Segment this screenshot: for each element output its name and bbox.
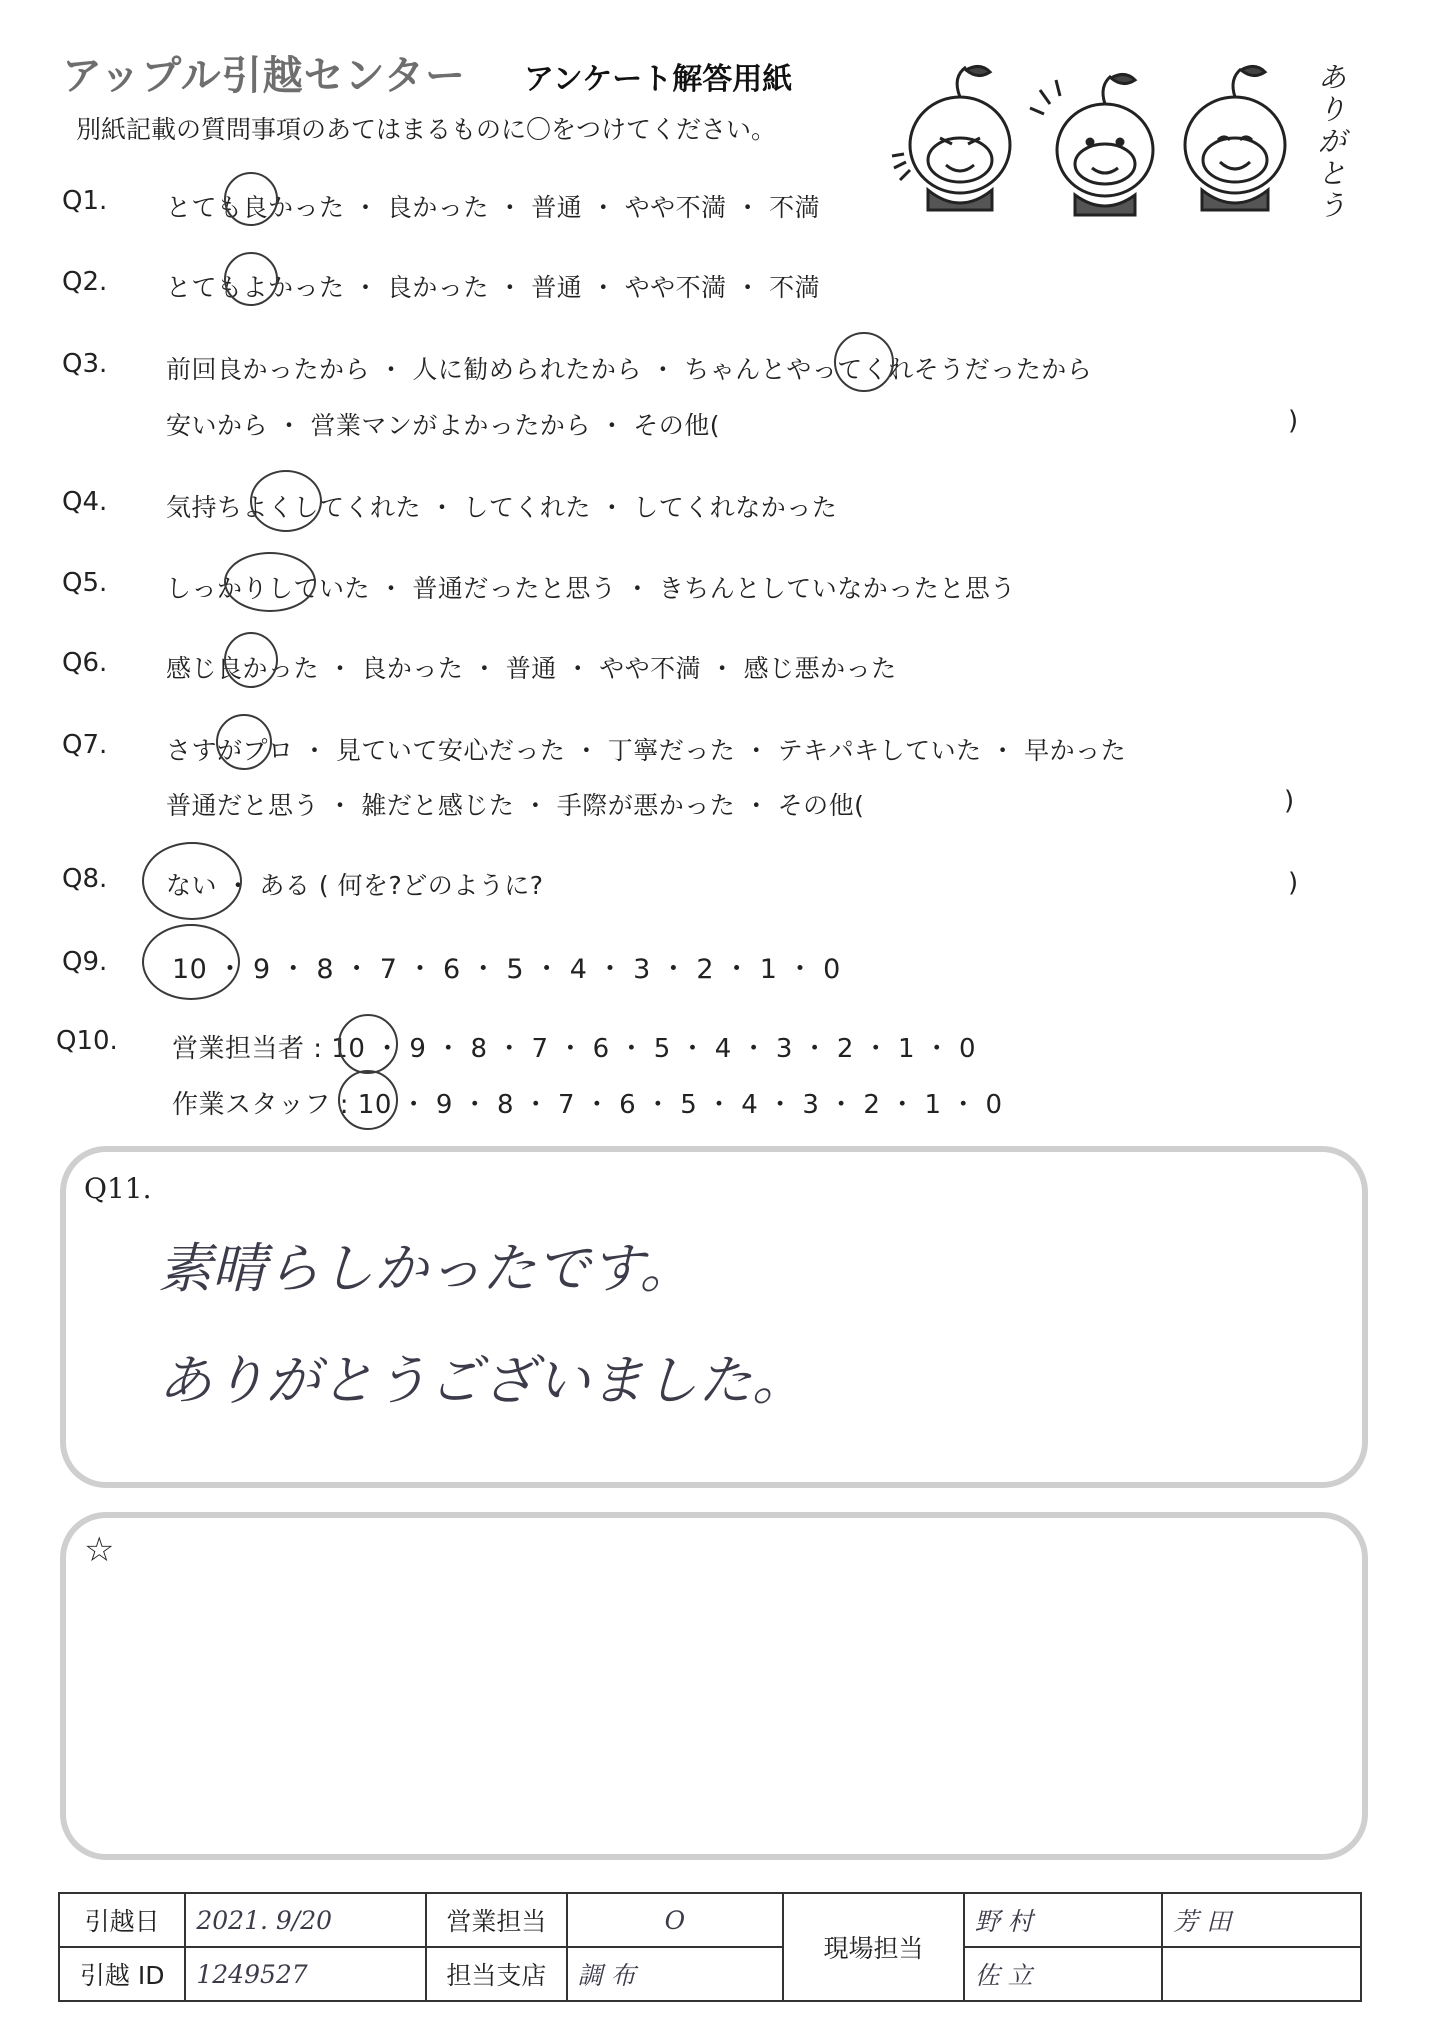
brand-title: アップル引越センター [62, 53, 466, 99]
branch-label: 担当支店 [426, 1947, 566, 2001]
q10-sales-options: 営業担当者 : 10 ・ 9 ・ 8 ・ 7 ・ 6 ・ 5 ・ 4 ・ 3 ・ 2 ・ 1 ・ 0 [172, 1034, 977, 1064]
q11-handwritten-line2: ありがとうございました。 [158, 1349, 806, 1412]
q6-answer-circle [224, 632, 278, 688]
q8-answer-circle [142, 842, 242, 920]
form-subtitle: アンケート解答用紙 [524, 62, 793, 97]
branch-value: 調 布 [567, 1947, 784, 2001]
q4-label: Q4. [62, 487, 108, 517]
q7-options-line2: 普通だと思う ・ 雑だと感じた ・ 手際が悪かった ・ その他( [166, 791, 865, 820]
q3-answer-circle [834, 332, 894, 392]
site-label: 現場担当 [783, 1893, 964, 2001]
q10-staff-options: 作業スタッフ : 10 ・ 9 ・ 8 ・ 7 ・ 6 ・ 5 ・ 4 ・ 3 ・ 2 ・ 1 ・ 0 [172, 1090, 1003, 1120]
q7-answer-circle [216, 714, 272, 770]
q1-answer-circle [224, 172, 278, 226]
q1-options: とても良かった ・ 良かった ・ 普通 ・ やや不満 ・ 不満 [166, 193, 821, 222]
q9-answer-circle [142, 924, 240, 1000]
q10-sales-answer-circle [338, 1014, 398, 1074]
move-date-label: 引越日 [59, 1893, 185, 1947]
q4-options: 気持ちよくしてくれた ・ してくれた ・ してくれなかった [166, 493, 838, 522]
q2-answer-circle [224, 252, 278, 306]
site-staff-2: 芳 田 [1162, 1893, 1361, 1947]
star-comment-box [60, 1512, 1368, 1860]
q6-options: 感じ良かった ・ 良かった ・ 普通 ・ やや不満 ・ 感じ悪かった [166, 654, 897, 683]
q6-label: Q6. [62, 648, 108, 678]
mascot-illustration [880, 50, 1350, 230]
q7-options-line1: さすがプロ ・ 見ていて安心だった ・ 丁寧だった ・ テキパキしていた ・ 早かった [166, 736, 1127, 765]
q1-label: Q1. [62, 186, 108, 216]
q10-staff-answer-circle [338, 1070, 398, 1130]
q11-label: Q11. [84, 1172, 152, 1205]
q7-close-paren: ) [1284, 786, 1295, 816]
sales-label: 営業担当 [426, 1893, 566, 1947]
q8-label: Q8. [62, 864, 108, 894]
q2-options: とてもよかった ・ 良かった ・ 普通 ・ やや不満 ・ 不満 [166, 273, 821, 302]
move-id-value: 1249527 [185, 1947, 426, 2001]
q11-handwritten-line1: 素晴らしかったです。 [158, 1237, 694, 1300]
q9-options: 10 ・ 9 ・ 8 ・ 7 ・ 6 ・ 5 ・ 4 ・ 3 ・ 2 ・ 1 ・ 0 [172, 954, 841, 985]
q3-options-line2: 安いから ・ 営業マンがよかったから ・ その他( [166, 411, 721, 440]
q2-label: Q2. [62, 267, 108, 297]
q11-comment-box [60, 1146, 1368, 1488]
q8-close-paren: ) [1288, 868, 1299, 898]
footer-info-table [58, 1892, 1362, 2002]
site-staff-1: 野 村 [964, 1893, 1163, 1947]
q4-answer-circle [250, 470, 322, 532]
instruction-text: 別紙記載の質問事項のあてはまるものに〇をつけてください。 [76, 115, 777, 144]
q5-answer-circle [224, 552, 316, 612]
thanks-vertical-text: ありがとう [1318, 61, 1347, 222]
q3-options-line1: 前回良かったから ・ 人に勧められたから ・ ちゃんとやってくれそうだったから [166, 355, 1093, 384]
site-staff-4 [1162, 1947, 1361, 2001]
q10-label: Q10. [56, 1026, 118, 1056]
sales-value: O [567, 1893, 784, 1947]
q5-options: しっかりしていた ・ 普通だったと思う ・ きちんとしていなかったと思う [166, 574, 1016, 603]
move-date-value: 2021. 9/20 [185, 1893, 426, 1947]
q9-label: Q9. [62, 947, 108, 977]
star-label: ☆ [84, 1530, 115, 1570]
q3-close-paren: ) [1288, 406, 1299, 436]
site-staff-3: 佐 立 [964, 1947, 1163, 2001]
move-id-label: 引越 ID [59, 1947, 185, 2001]
q3-label: Q3. [62, 349, 108, 379]
q5-label: Q5. [62, 568, 108, 598]
q7-label: Q7. [62, 730, 108, 760]
q8-options: ない ・ ある ( 何を?どのように? [166, 871, 544, 900]
